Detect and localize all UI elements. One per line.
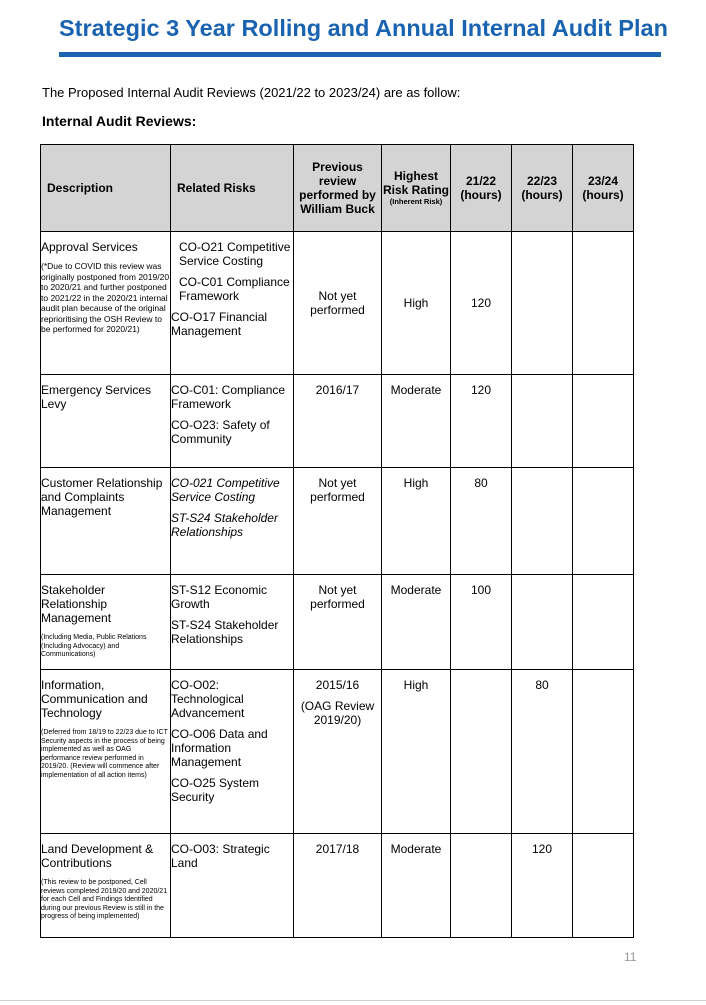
- row-hours-22-23: [512, 468, 573, 575]
- row-rating: High: [382, 670, 451, 834]
- header-year-22-23: 22/23 (hours): [512, 145, 573, 232]
- header-risk-rating: [382, 145, 451, 232]
- title-underline: [59, 52, 661, 57]
- row-hours-22-23: [512, 232, 573, 375]
- row-description: Information, Communication and Technology: [41, 678, 148, 720]
- audit-reviews-table: [40, 144, 634, 938]
- row-previous: 2016/17: [294, 375, 382, 468]
- table-row: [41, 834, 634, 938]
- row-hours-23-24: [573, 834, 634, 938]
- table-row: [41, 575, 634, 670]
- header-risk-rating-sub: (Inherent Risk): [389, 197, 443, 206]
- risk-item: CO-O06 Data and Information Management: [171, 727, 268, 769]
- header-previous-review: Previous review performed by William Buck: [294, 145, 382, 232]
- risk-item: CO-O21 Competitive Service Costing: [179, 240, 291, 268]
- row-hours-23-24: [573, 375, 634, 468]
- row-description-cell: [41, 834, 171, 938]
- section-heading: Internal Audit Reviews:: [42, 113, 197, 129]
- row-hours-22-23: [512, 375, 573, 468]
- risk-item: ST-S24 Stakeholder Relationships: [171, 618, 279, 646]
- risk-item: CO-O25 System Security: [171, 776, 260, 804]
- row-rating: Moderate: [382, 375, 451, 468]
- table-row: [41, 232, 634, 375]
- risk-item: CO-C01: Compliance Framework: [171, 383, 286, 411]
- row-note: (Including Media, Public Relations (Including Advocacy) and Communications): [41, 634, 147, 658]
- intro-text: The Proposed Internal Audit Reviews (2021/22 to 2023/24) are as follow:: [42, 85, 461, 100]
- risk-item: CO-O02: Technological Advancement: [171, 678, 245, 720]
- row-risks-cell: [171, 670, 294, 834]
- risk-item: CO-O23: Safety of Community: [171, 418, 270, 446]
- row-note: (This review to be postponed, Cell reviews completed 2019/20 and 2020/21 for each Cell and Findings Identified during our previous Review is still in the progress of being implemented): [41, 879, 168, 920]
- table-row: [41, 670, 634, 834]
- page-title: Strategic 3 Year Rolling and Annual Internal Audit Plan: [59, 15, 668, 41]
- row-risks-cell: [171, 468, 294, 575]
- row-hours-23-24: [573, 670, 634, 834]
- row-risks-cell: [171, 375, 294, 468]
- row-risks-cell: [171, 575, 294, 670]
- page-number: 11: [624, 950, 637, 964]
- header-year-23-24: 23/24 (hours): [573, 145, 634, 232]
- row-note: (Deferred from 18/19 to 22/23 due to ICT Security aspects in the process of being implemented as well as OAG performance review performed in 2019/20. (Review will commence after implementation of all action items): [41, 729, 168, 779]
- row-risks-cell: [171, 232, 294, 375]
- row-hours-21-22: 80: [451, 468, 512, 575]
- row-previous: Not yet performed: [294, 468, 382, 575]
- row-description: Stakeholder Relationship Management: [41, 583, 112, 625]
- row-description: Emergency Services Levy: [41, 383, 152, 411]
- header-description: Description: [41, 145, 171, 232]
- table-header-row: [41, 145, 634, 232]
- row-hours-23-24: [573, 232, 634, 375]
- risk-item: CO-O03: Strategic Land: [171, 842, 270, 870]
- row-hours-22-23: 120: [512, 834, 573, 938]
- row-previous: 2015/16: [315, 678, 360, 692]
- row-description: Customer Relationship and Complaints Management: [41, 476, 163, 518]
- header-risk-rating-label: Highest Risk Rating: [382, 169, 449, 197]
- row-hours-21-22: 120: [451, 375, 512, 468]
- table-row: [41, 468, 634, 575]
- row-hours-21-22: 100: [451, 575, 512, 670]
- row-previous: Not yet performed: [294, 232, 382, 375]
- row-hours-21-22: 120: [451, 232, 512, 375]
- row-rating: Moderate: [382, 575, 451, 670]
- risk-item: ST-S12 Economic Growth: [171, 583, 268, 611]
- risk-item: CO-021 Competitive Service Costing: [171, 476, 280, 504]
- row-description-cell: [41, 375, 171, 468]
- row-hours-22-23: [512, 575, 573, 670]
- row-hours-21-22: [451, 670, 512, 834]
- row-hours-21-22: [451, 834, 512, 938]
- risk-item: CO-O17 Financial Management: [171, 310, 268, 338]
- row-hours-22-23: 80: [512, 670, 573, 834]
- row-hours-23-24: [573, 468, 634, 575]
- row-description-cell: [41, 575, 171, 670]
- page-bottom-divider: [0, 1000, 706, 1001]
- row-description-cell: [41, 232, 171, 375]
- row-previous: 2017/18: [294, 834, 382, 938]
- row-risks-cell: [171, 834, 294, 938]
- row-rating: High: [382, 468, 451, 575]
- row-previous: Not yet performed: [294, 575, 382, 670]
- row-previous-cell: [294, 670, 382, 834]
- row-description: Land Development & Contributions: [41, 842, 154, 870]
- row-note: (*Due to COVID this review was originally postponed from 2019/20 to 2020/21 and further postponed to 2021/22 in the 2020/21 internal audit plan because of the original reprioritising the OSH Review to be performed for 2020/21): [41, 261, 170, 334]
- table-row: [41, 375, 634, 468]
- risk-item: ST-S24 Stakeholder Relationships: [171, 511, 278, 539]
- row-description: Approval Services: [41, 240, 138, 254]
- risk-item: CO-C01 Compliance Framework: [179, 275, 290, 303]
- row-rating: High: [382, 232, 451, 375]
- row-hours-23-24: [573, 575, 634, 670]
- row-description-cell: [41, 670, 171, 834]
- row-description-cell: [41, 468, 171, 575]
- row-rating: Moderate: [382, 834, 451, 938]
- header-year-21-22: 21/22 (hours): [451, 145, 512, 232]
- row-previous-secondary: (OAG Review 2019/20): [300, 699, 375, 727]
- header-related-risks: Related Risks: [171, 145, 294, 232]
